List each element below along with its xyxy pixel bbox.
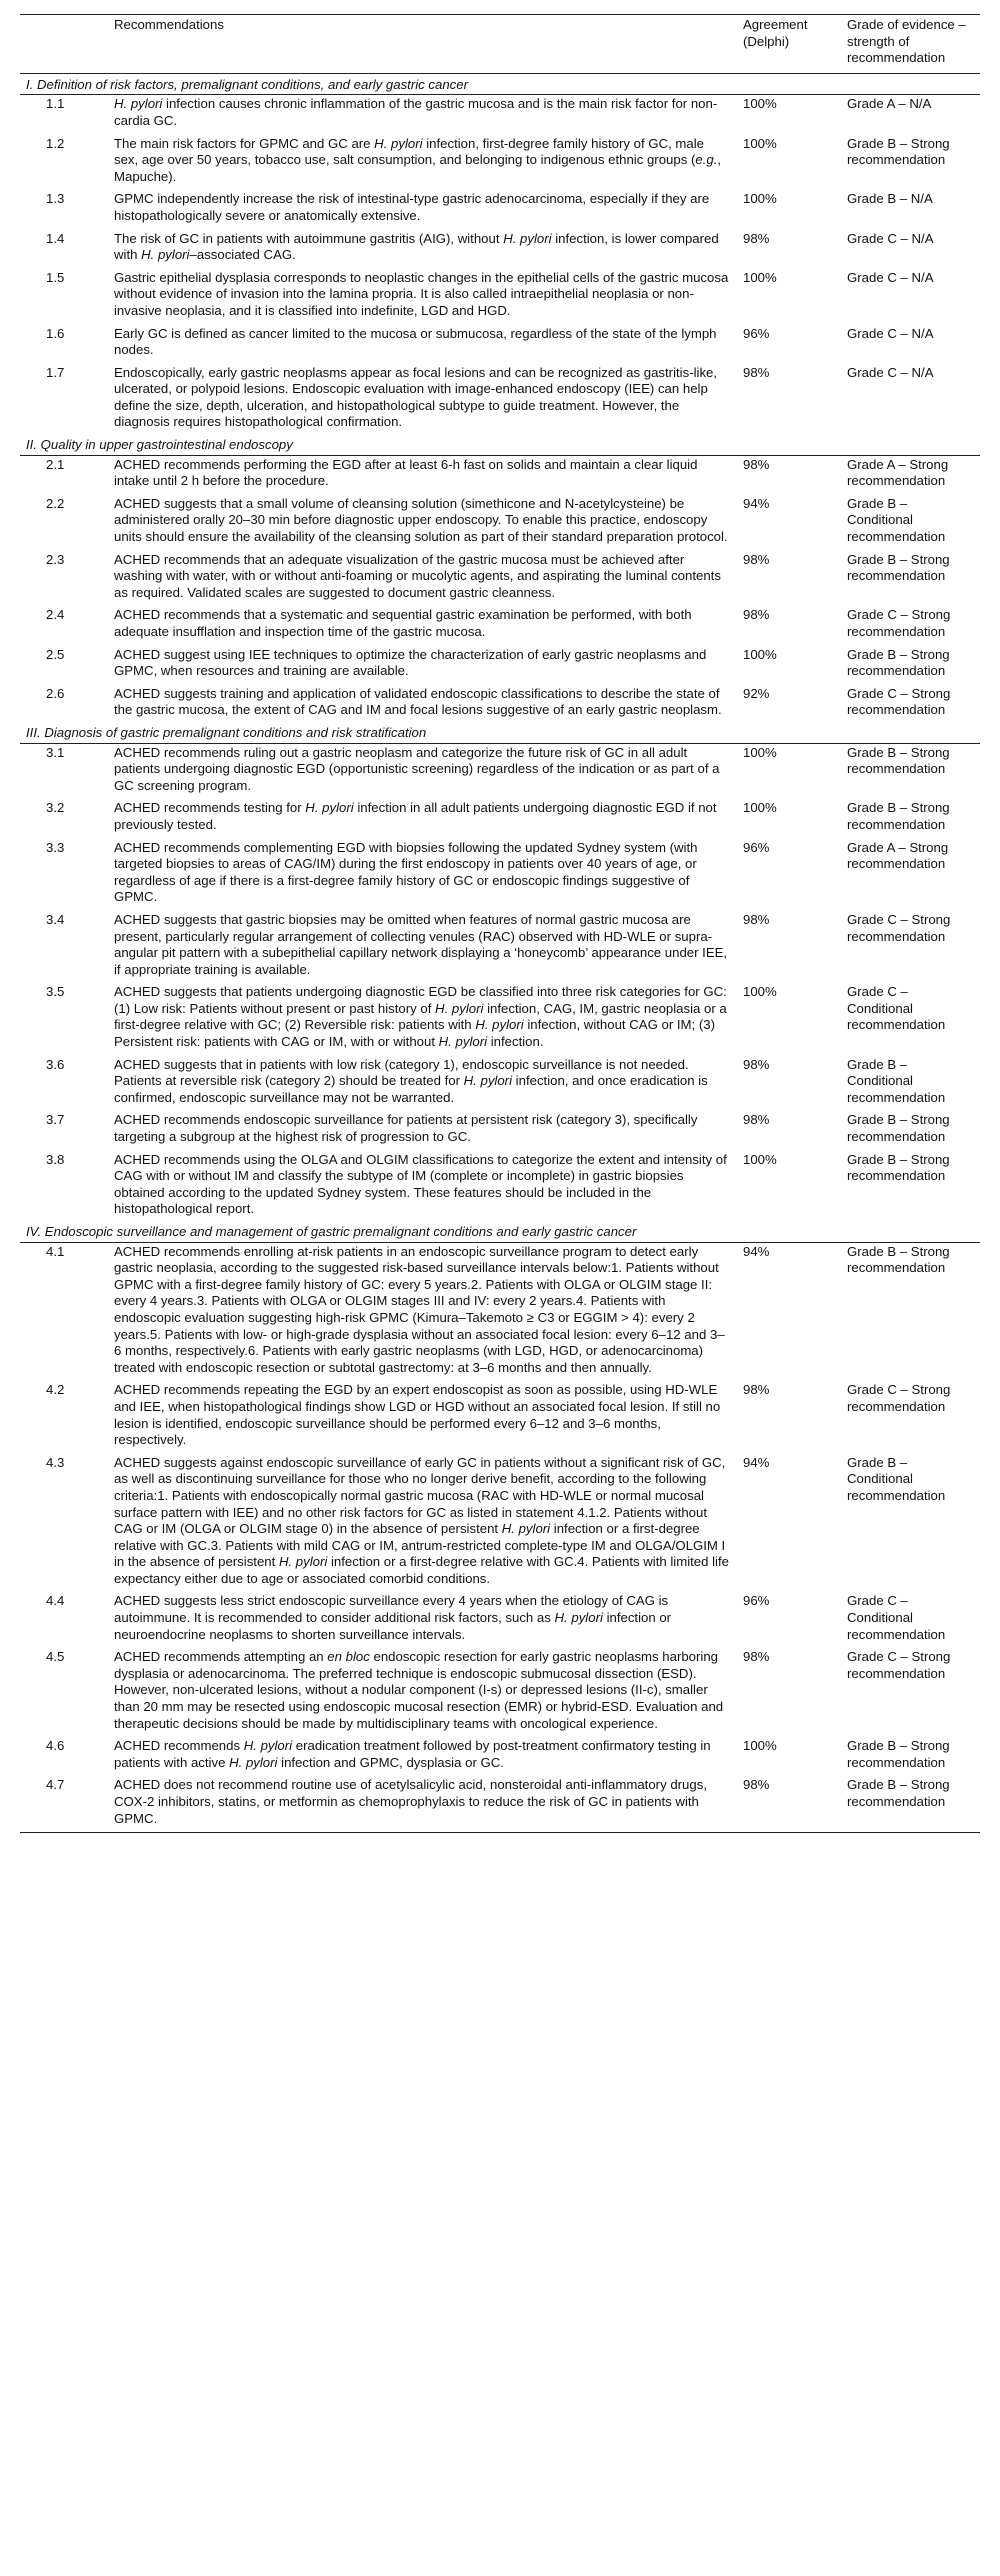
table-row bbox=[20, 1381, 980, 1453]
agreement-value: 100% bbox=[743, 984, 777, 1000]
recommendation-text: ACHED recommends ruling out a gastric neoplasm and categorize the future risk of GC in all adult patients undergoing diagnostic EGD (opportunistic screening) regardless of the indication or as part of a GC screening program. bbox=[114, 744, 720, 793]
agreement-value: 98% bbox=[743, 607, 770, 623]
recommendation-text: ACHED recommends H. pylori eradication treatment followed by post-treatment confirmatory testing in patients with active H. pylori infection and GPMC, dysplasia or GC. bbox=[114, 1738, 711, 1770]
header-agreement: Agreement (Delphi) bbox=[743, 17, 808, 49]
section-heading-row bbox=[20, 436, 980, 455]
statement-number: 1.7 bbox=[46, 364, 65, 380]
agreement-value: 96% bbox=[743, 325, 770, 341]
grade-value: Grade C – Strong recommendation bbox=[847, 685, 951, 718]
grade-value: Grade B – Strong recommendation bbox=[847, 744, 950, 777]
grade-value: Grade C – Strong recommendation bbox=[847, 607, 951, 639]
recommendation-text: ACHED suggests that patients undergoing diagnostic EGD be classified into three risk categories for GC: (1) Low risk: Patients without present or past history of H. pylori infection, CAG, IM, gastric neoplasia or a first-degree relative with GC; (2) Reversible risk: patients with H. pylori infection, without CAG or IM; (3) Persistent risk: patients with CAG or IM, with or without H. pylori infection. bbox=[114, 984, 727, 1050]
table-row bbox=[20, 1592, 980, 1648]
grade-value: Grade C – N/A bbox=[847, 325, 934, 341]
recommendation-text: The main risk factors for GPMC and GC are H. pylori infection, first-degree family history of GC, male sex, age over 50 years, tobacco use, salt consumption, and belonging to indigenous ethnic groups (e.g., Mapuche). bbox=[114, 135, 722, 184]
recommendation-text: H. pylori infection causes chronic inflammation of the gastric mucosa and is the main risk factor for non-cardia GC. bbox=[114, 96, 718, 128]
grade-value: Grade C – N/A bbox=[847, 269, 934, 285]
statement-number: 3.2 bbox=[46, 800, 65, 816]
table-row bbox=[20, 1648, 980, 1737]
recommendation-text: ACHED suggests that a small volume of cleansing solution (simethicone and N-acetylcysteine) be administered orally 20–30 min before diagnostic upper endoscopy. To enable this practice, endoscopy units should ensure the availability of the cleansing solution as part of their standard preparation protocol. bbox=[114, 495, 728, 545]
statement-number: 1.5 bbox=[46, 269, 65, 285]
grade-value: Grade C – Strong recommendation bbox=[847, 911, 951, 944]
statement-number: 4.5 bbox=[46, 1649, 65, 1665]
agreement-value: 98% bbox=[737, 1776, 841, 1832]
table-row bbox=[20, 455, 980, 495]
recommendation-text: ACHED recommends attempting an en bloc endoscopic resection for early gastric neoplasms harboring dysplasia or adenocarcinoma. The preferred technique is endoscopic submucosal dissection (ESD). However, non-ulcerated lesions, without a nodular component (I-s) or depressed lesions (II-c), smaller than 20 mm may be resected using endoscopic mucosal resection (EMR) or hybrid-ESD. Evaluation and therapeutic decisions should be made by multidisciplinary teams with oncological experience. bbox=[114, 1649, 724, 1731]
table-row bbox=[20, 1056, 980, 1112]
recommendation-text: GPMC independently increase the risk of intestinal-type gastric adenocarcinoma, especially if they are histopathologically severe or anatomically extensive. bbox=[114, 191, 710, 223]
statement-number: 1.3 bbox=[46, 191, 65, 207]
statement-number: 3.7 bbox=[46, 1112, 65, 1128]
recommendation-text: ACHED recommends enrolling at-risk patients in an endoscopic surveillance program to detect early gastric neoplasia, according to the suggested risk-based surveillance intervals below:1. Patients without GPMC with a first-degree family history of GC: every 5 years.2. Patients with OLGA or OLGIM stage II: every 4 years.3. Patients with OLGA or OLGIM stages III and IV: every 2 years.4. Patients with endoscopic evaluation suggesting high-risk GPMC (Kimura–Takemoto ≥ C3 or EGGIM > 4): every 2 years.5. Patients with low- or high-grade dysplasia without an associated focal lesion: every 6–12 and 3–6 months, respectively.6. Patients with early gastric neoplasms (with LGD, HGD, or adenocarcinoma) treated with endoscopic resection or subtotal gastrectomy: at 3–6 months and then annually. bbox=[114, 1243, 725, 1375]
header-recommendations: Recommendations bbox=[114, 17, 224, 32]
agreement-value: 98% bbox=[743, 1382, 770, 1398]
agreement-value: 100% bbox=[743, 744, 777, 760]
recommendation-text: ACHED recommends that a systematic and sequential gastric examination be performed, with both adequate insufflation and inspection time of the gastric mucosa. bbox=[114, 607, 692, 639]
table-row bbox=[20, 799, 980, 838]
grade-value: Grade C – Strong recommendation bbox=[847, 1382, 951, 1414]
statement-number: 2.4 bbox=[46, 607, 65, 623]
table-row bbox=[20, 983, 980, 1055]
agreement-value: 100% bbox=[743, 269, 777, 285]
statement-number: 4.1 bbox=[46, 1243, 65, 1259]
grade-value: Grade B – Strong recommendation bbox=[847, 646, 950, 679]
recommendation-text: ACHED suggest using IEE techniques to optimize the characterization of early gastric neoplasms and GPMC, when resources and training are available. bbox=[114, 646, 707, 679]
statement-number: 4.3 bbox=[46, 1454, 65, 1470]
agreement-value: 98% bbox=[743, 1056, 770, 1072]
table-row bbox=[20, 1454, 980, 1593]
table-row bbox=[20, 743, 980, 799]
agreement-value: 100% bbox=[743, 1151, 777, 1167]
table-row bbox=[20, 606, 980, 645]
agreement-value: 100% bbox=[743, 800, 777, 816]
agreement-value: 98% bbox=[743, 456, 770, 472]
statement-number: 1.4 bbox=[46, 230, 65, 246]
table-row bbox=[20, 95, 980, 135]
grade-value: Grade B – Strong recommendation bbox=[847, 1151, 950, 1184]
statement-number: 2.5 bbox=[46, 646, 65, 662]
section-title: I. Definition of risk factors, premalignant conditions, and early gastric cancer bbox=[20, 73, 980, 95]
section-title: II. Quality in upper gastrointestinal endoscopy bbox=[20, 436, 980, 455]
statement-number: 1.6 bbox=[46, 325, 65, 341]
grade-value: Grade C – N/A bbox=[847, 230, 934, 246]
statement-number: 1.1 bbox=[46, 96, 65, 112]
section-heading-row bbox=[20, 724, 980, 743]
table-row bbox=[20, 1776, 980, 1832]
grade-value: Grade B – Strong recommendation bbox=[841, 1776, 980, 1832]
agreement-value: 98% bbox=[743, 551, 770, 567]
header-number bbox=[20, 15, 108, 74]
table-row bbox=[20, 839, 980, 911]
table-row bbox=[20, 269, 980, 325]
section-title: IV. Endoscopic surveillance and management of gastric premalignant conditions and early gastric cancer bbox=[20, 1223, 980, 1242]
grade-value: Grade B – Strong recommendation bbox=[847, 1243, 950, 1276]
grade-value: Grade C – Conditional recommendation bbox=[847, 1593, 946, 1642]
recommendation-text: ACHED recommends complementing EGD with biopsies following the updated Sydney system (with targeted biopsies to areas of CAG/IM) during the first endoscopy in patients over 40 years of age, or regardless of age if there is a first-degree family history of GC or endoscopic findings suggestive of GPMC. bbox=[114, 839, 698, 905]
table-row bbox=[20, 1151, 980, 1223]
recommendation-text: ACHED recommends that an adequate visualization of the gastric mucosa must be achieved after washing with water, with or without anti-foaming or mucolytic agents, and aspirating the luminal contents as required. Validated scales are suggested to document gastric cleanness. bbox=[114, 551, 721, 600]
recommendation-text: ACHED does not recommend routine use of acetylsalicylic acid, nonsteroidal anti-inflammatory drugs, COX-2 inhibitors, statins, or metformin as chemoprophylaxis to reduce the risk of GC in patients with GPMC. bbox=[108, 1776, 737, 1832]
grade-value: Grade A – Strong recommendation bbox=[847, 456, 949, 489]
agreement-value: 96% bbox=[743, 1593, 770, 1609]
recommendation-text: Early GC is defined as cancer limited to the mucosa or submucosa, regardless of the state of the lymph nodes. bbox=[114, 325, 717, 358]
grade-value: Grade A – Strong recommendation bbox=[847, 839, 949, 872]
recommendation-text: ACHED suggests less strict endoscopic surveillance every 4 years when the etiology of CAG is autoimmune. It is recommended to consider additional risk factors, such as H. pylori infection or neuroendocrine neoplasms to shorten surveillance intervals. bbox=[114, 1593, 672, 1642]
recommendation-text: ACHED suggests that in patients with low risk (category 1), endoscopic surveillance is not needed. Patients at reversible risk (category 2) should be treated for H. pylori infection, and once eradication is confirmed, endoscopic surveillance may not be warranted. bbox=[114, 1056, 708, 1105]
grade-value: Grade A – N/A bbox=[847, 96, 932, 112]
table-row bbox=[20, 685, 980, 724]
grade-value: Grade B – Conditional recommendation bbox=[847, 495, 946, 545]
section-title: III. Diagnosis of gastric premalignant conditions and risk stratification bbox=[20, 724, 980, 743]
table-header bbox=[20, 15, 980, 74]
agreement-value: 100% bbox=[743, 1738, 777, 1754]
agreement-value: 98% bbox=[743, 1649, 770, 1665]
agreement-value: 96% bbox=[743, 839, 770, 855]
table-row bbox=[20, 230, 980, 269]
statement-number: 1.2 bbox=[46, 135, 65, 151]
statement-number: 4.4 bbox=[46, 1593, 65, 1609]
table-row bbox=[20, 190, 980, 229]
table-row bbox=[20, 325, 980, 364]
section-heading-row bbox=[20, 73, 980, 95]
statement-number: 2.2 bbox=[46, 495, 65, 511]
agreement-value: 100% bbox=[743, 646, 777, 662]
grade-value: Grade B – N/A bbox=[847, 191, 933, 207]
grade-value: Grade B – Strong recommendation bbox=[847, 1112, 950, 1145]
table-row bbox=[20, 646, 980, 685]
recommendation-text: ACHED recommends using the OLGA and OLGIM classifications to categorize the extent and intensity of CAG with or without IM and classify the subtype of IM (complete or incomplete) in gastric biopsies obtained according to the updated Sydney system. These features should be included in the histopathological report. bbox=[114, 1151, 727, 1217]
agreement-value: 100% bbox=[743, 96, 777, 112]
grade-value: Grade B – Strong recommendation bbox=[847, 800, 950, 832]
agreement-value: 100% bbox=[743, 191, 777, 207]
statement-number: 3.1 bbox=[46, 744, 65, 760]
recommendation-text: ACHED suggests that gastric biopsies may be omitted when features of normal gastric mucosa are present, particularly regular arrangement of collecting venules (RAC) observed with HD-WLE or supra-angular pit pattern with a subepithelial capillary network displaying a ‘honeycomb’ appearance under IEE, if appropriate training is available. bbox=[114, 911, 728, 977]
recommendation-text: Endoscopically, early gastric neoplasms appear as focal lesions and can be recognized as gastritis-like, ulcerated, or polypoid lesions. Endoscopic evaluation with image-enhanced endoscopy (IEE) can help define the size, depth, ulceration, and histopathological subtype to guide treatment. However, the diagnosis requires histopathological confirmation. bbox=[114, 364, 718, 430]
statement-number: 4.2 bbox=[46, 1382, 65, 1398]
table-row bbox=[20, 911, 980, 983]
recommendation-text: ACHED recommends repeating the EGD by an expert endoscopist as soon as possible, using HD-WLE and IEE, when histopathological findings show LGD or HGD without an associated focal lesion. If still no lesion is identified, endoscopic surveillance should be performed every 6–12 and 3–6 months, respectively. bbox=[114, 1382, 721, 1448]
statement-number: 3.4 bbox=[46, 911, 65, 927]
recommendations-table bbox=[20, 14, 980, 1833]
table-body bbox=[20, 73, 980, 1832]
agreement-value: 92% bbox=[743, 685, 770, 701]
table-row bbox=[20, 1111, 980, 1150]
agreement-value: 98% bbox=[743, 230, 770, 246]
recommendation-text: Gastric epithelial dysplasia corresponds to neoplastic changes in the epithelial cells of the gastric mucosa without evidence of invasion into the lamina propria. It is also called intraepithelial neoplasia or non-invasive neoplasia, and it is classified into indefinite, LGD and HGD. bbox=[114, 269, 729, 318]
recommendation-text: The risk of GC in patients with autoimmune gastritis (AIG), without H. pylori infection, is lower compared with H. pylori–associated CAG. bbox=[114, 230, 719, 263]
table-row bbox=[20, 551, 980, 607]
recommendation-text: ACHED recommends endoscopic surveillance for patients at persistent risk (category 3), specifically targeting a subgroup at the highest risk of progression to GC. bbox=[114, 1112, 698, 1145]
agreement-value: 98% bbox=[743, 1112, 770, 1128]
agreement-value: 94% bbox=[743, 495, 770, 511]
grade-value: Grade B – Conditional recommendation bbox=[847, 1056, 946, 1105]
grade-value: Grade C – Strong recommendation bbox=[847, 1649, 951, 1681]
recommendation-text: ACHED suggests training and application of validated endoscopic classifications to describe the state of the gastric mucosa, the extent of CAG and IM and focal lesions suggestive of an early gastric neoplasm. bbox=[114, 685, 722, 718]
statement-number: 3.6 bbox=[46, 1056, 65, 1072]
grade-value: Grade B – Strong recommendation bbox=[847, 551, 950, 584]
header-grade: Grade of evidence – strength of recommendation bbox=[847, 17, 966, 66]
statement-number: 3.3 bbox=[46, 839, 65, 855]
grade-value: Grade B – Strong recommendation bbox=[847, 135, 950, 168]
statement-number: 2.6 bbox=[46, 685, 65, 701]
recommendation-text: ACHED recommends testing for H. pylori infection in all adult patients undergoing diagnostic EGD if not previously tested. bbox=[114, 800, 717, 832]
agreement-value: 94% bbox=[743, 1454, 770, 1470]
agreement-value: 100% bbox=[743, 135, 777, 151]
agreement-value: 98% bbox=[743, 364, 770, 380]
statement-number: 3.5 bbox=[46, 984, 65, 1000]
section-heading-row bbox=[20, 1223, 980, 1242]
table-row bbox=[20, 495, 980, 551]
agreement-value: 98% bbox=[743, 911, 770, 927]
recommendation-text: ACHED suggests against endoscopic surveillance of early GC in patients without a significant risk of GC, as well as discontinuing surveillance for those who no longer derive benefit, according to the following criteria:1. Patients with endoscopically normal gastric mucosa (RAC with HD-WLE or normal mucosal surface pattern with IEE) and no other risk factors for GC as listed in statement 4.1.2. Patients without CAG or IM (OLGA or OLGIM stage 0) in the absence of persistent H. pylori infection or a first-degree relative with GC.3. Patients with mild CAG or IM, antrum-restricted complete-type IM and OLGA/OLGIM I in the absence of persistent H. pylori infection or a first-degree relative with GC.4. Patients with limited life expectancy either due to age or associated comorbid conditions. bbox=[114, 1454, 729, 1586]
table-row bbox=[20, 364, 980, 436]
table-row bbox=[20, 135, 980, 191]
agreement-value: 94% bbox=[743, 1243, 770, 1259]
statement-number: 2.3 bbox=[46, 551, 65, 567]
grade-value: Grade C – Conditional recommendation bbox=[847, 984, 946, 1033]
statement-number: 4.7 bbox=[20, 1776, 108, 1832]
grade-value: Grade C – N/A bbox=[847, 364, 934, 380]
grade-value: Grade B – Conditional recommendation bbox=[847, 1454, 946, 1503]
grade-value: Grade B – Strong recommendation bbox=[847, 1738, 950, 1770]
table-row bbox=[20, 1242, 980, 1381]
recommendation-text: ACHED recommends performing the EGD after at least 6-h fast on solids and maintain a clear liquid intake until 2 h before the procedure. bbox=[114, 456, 698, 489]
statement-number: 3.8 bbox=[46, 1151, 65, 1167]
table-row bbox=[20, 1737, 980, 1776]
statement-number: 4.6 bbox=[46, 1738, 65, 1754]
statement-number: 2.1 bbox=[46, 456, 65, 472]
